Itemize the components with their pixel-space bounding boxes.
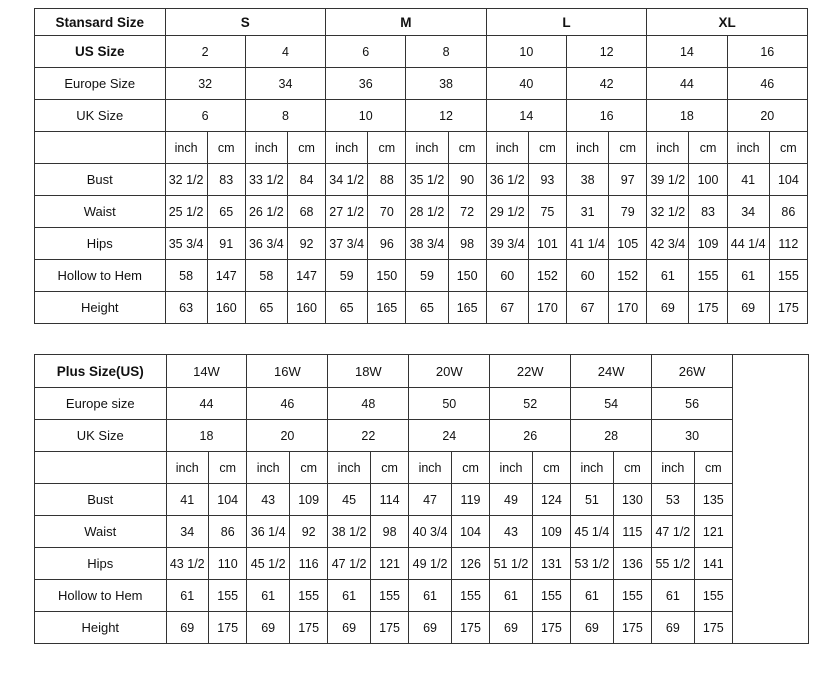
measurement-cell: 41 [727,164,769,196]
row-label: US Size [35,36,166,68]
unit-cm: cm [694,452,732,484]
unit-cm: cm [368,132,406,164]
measurement-cell: 150 [368,260,406,292]
size-cell: 42 [567,68,647,100]
measurement-cell: 115 [613,516,651,548]
measurement-cell: 59 [326,260,368,292]
measurement-cell: 61 [409,580,451,612]
unit-cm: cm [448,132,486,164]
measurement-cell: 61 [727,260,769,292]
size-cell: 22 [328,420,409,452]
measurement-cell: 26 1/2 [245,196,287,228]
measurement-cell: 39 1/2 [647,164,689,196]
blank-column [733,355,809,644]
row-label: UK Size [35,100,166,132]
measurement-cell: 41 [166,484,208,516]
measurement-cell: 92 [289,516,327,548]
unit-inch: inch [571,452,613,484]
unit-inch: inch [166,452,208,484]
measurement-cell: 38 [567,164,609,196]
size-cell: 50 [409,388,490,420]
plus-size-table [34,354,809,644]
row-label: Hips [35,228,166,260]
measurement-cell: 105 [609,228,647,260]
measurement-cell: 110 [208,548,246,580]
size-cell: 20 [247,420,328,452]
measurement-cell: 45 1/2 [247,548,289,580]
measurement-cell: 32 1/2 [647,196,689,228]
measurement-cell: 75 [528,196,566,228]
size-cell: 34 [245,68,325,100]
plus-size-header: 14W [166,355,247,388]
size-row [35,100,808,132]
size-cell: 30 [652,420,733,452]
size-group-header: S [165,9,326,36]
measurement-cell: 104 [451,516,489,548]
unit-inch: inch [727,132,769,164]
unit-cm: cm [287,132,325,164]
size-cell: 56 [652,388,733,420]
measurement-cell: 126 [451,548,489,580]
plus-header-row [35,355,809,388]
measurement-cell: 114 [370,484,408,516]
measurement-cell: 35 3/4 [165,228,207,260]
size-cell: 44 [166,388,247,420]
measurement-cell: 49 1/2 [409,548,451,580]
header-label: Stansard Size [35,9,166,36]
measurement-cell: 27 1/2 [326,196,368,228]
measurement-cell: 155 [694,580,732,612]
measurement-row [35,612,809,644]
measurement-cell: 43 1/2 [166,548,208,580]
units-label-blank [35,452,167,484]
measurement-cell: 79 [609,196,647,228]
measurement-cell: 34 [727,196,769,228]
measurement-cell: 58 [165,260,207,292]
measurement-cell: 61 [647,260,689,292]
units-row [35,132,808,164]
measurement-cell: 96 [368,228,406,260]
unit-inch: inch [326,132,368,164]
size-cell: 10 [326,100,406,132]
size-row [35,420,809,452]
measurement-cell: 53 [652,484,694,516]
measurement-cell: 35 1/2 [406,164,448,196]
measurement-cell: 155 [208,580,246,612]
unit-inch: inch [652,452,694,484]
measurement-cell: 104 [769,164,807,196]
units-label-blank [35,132,166,164]
measurement-cell: 38 1/2 [328,516,370,548]
measurement-cell: 36 3/4 [245,228,287,260]
measurement-cell: 47 1/2 [328,548,370,580]
measurement-cell: 93 [528,164,566,196]
standard-size-table [34,8,808,324]
size-cell: 14 [647,36,727,68]
unit-inch: inch [406,132,448,164]
unit-cm: cm [613,452,651,484]
measurement-cell: 83 [689,196,727,228]
measurement-cell: 175 [613,612,651,644]
measurement-cell: 160 [207,292,245,324]
measurement-cell: 69 [652,612,694,644]
size-cell: 14 [486,100,566,132]
measurement-cell: 67 [486,292,528,324]
size-cell: 44 [647,68,727,100]
measurement-cell: 37 3/4 [326,228,368,260]
measurement-cell: 170 [528,292,566,324]
plus-size-header: 16W [247,355,328,388]
measurement-cell: 121 [370,548,408,580]
measurement-cell: 28 1/2 [406,196,448,228]
measurement-cell: 33 1/2 [245,164,287,196]
row-label: Hollow to Hem [35,260,166,292]
size-cell: 16 [567,100,647,132]
measurement-cell: 101 [528,228,566,260]
plus-size-header: 18W [328,355,409,388]
size-cell: 10 [486,36,566,68]
measurement-cell: 69 [247,612,289,644]
measurement-cell: 39 3/4 [486,228,528,260]
unit-inch: inch [165,132,207,164]
measurement-cell: 47 1/2 [652,516,694,548]
measurement-cell: 41 1/4 [567,228,609,260]
measurement-cell: 98 [448,228,486,260]
measurement-cell: 86 [769,196,807,228]
unit-cm: cm [208,452,246,484]
measurement-cell: 61 [328,580,370,612]
measurement-cell: 69 [328,612,370,644]
measurement-cell: 147 [287,260,325,292]
measurement-cell: 170 [609,292,647,324]
size-row [35,36,808,68]
row-label: Hollow to Hem [35,580,167,612]
size-cell: 2 [165,36,245,68]
measurement-cell: 65 [207,196,245,228]
measurement-cell: 109 [289,484,327,516]
measurement-cell: 124 [532,484,570,516]
measurement-cell: 141 [694,548,732,580]
measurement-cell: 69 [409,612,451,644]
unit-inch: inch [409,452,451,484]
measurement-cell: 45 1/4 [571,516,613,548]
measurement-cell: 90 [448,164,486,196]
measurement-cell: 104 [208,484,246,516]
measurement-cell: 55 1/2 [652,548,694,580]
unit-inch: inch [486,132,528,164]
size-row [35,388,809,420]
size-cell: 48 [328,388,409,420]
measurement-cell: 155 [370,580,408,612]
measurement-cell: 175 [694,612,732,644]
unit-cm: cm [289,452,327,484]
measurement-cell: 34 [166,516,208,548]
size-cell: 12 [406,100,486,132]
measurement-cell: 61 [571,580,613,612]
measurement-cell: 36 1/4 [247,516,289,548]
measurement-cell: 34 1/2 [326,164,368,196]
plus-size-header: 26W [652,355,733,388]
measurement-cell: 45 [328,484,370,516]
row-label: Height [35,612,167,644]
measurement-cell: 130 [613,484,651,516]
size-group-header: M [326,9,487,36]
row-label: Waist [35,516,167,548]
measurement-cell: 175 [451,612,489,644]
measurement-cell: 61 [247,580,289,612]
row-label: Europe size [35,388,167,420]
measurement-cell: 91 [207,228,245,260]
size-group-header: L [486,9,647,36]
measurement-cell: 155 [451,580,489,612]
measurement-row [35,260,808,292]
row-label: Height [35,292,166,324]
size-cell: 52 [490,388,571,420]
measurement-cell: 40 3/4 [409,516,451,548]
measurement-cell: 109 [689,228,727,260]
measurement-cell: 147 [207,260,245,292]
measurement-cell: 43 [490,516,532,548]
row-label: Hips [35,548,167,580]
measurement-cell: 44 1/4 [727,228,769,260]
measurement-cell: 69 [571,612,613,644]
measurement-cell: 175 [370,612,408,644]
measurement-cell: 98 [370,516,408,548]
measurement-row [35,228,808,260]
measurement-cell: 97 [609,164,647,196]
unit-cm: cm [207,132,245,164]
measurement-cell: 175 [689,292,727,324]
measurement-cell: 38 3/4 [406,228,448,260]
measurement-cell: 25 1/2 [165,196,207,228]
measurement-cell: 155 [613,580,651,612]
units-row [35,452,809,484]
unit-cm: cm [532,452,570,484]
measurement-cell: 51 [571,484,613,516]
measurement-cell: 32 1/2 [165,164,207,196]
measurement-row [35,516,809,548]
measurement-cell: 61 [490,580,532,612]
row-label: UK Size [35,420,167,452]
measurement-cell: 84 [287,164,325,196]
measurement-row [35,484,809,516]
size-cell: 18 [166,420,247,452]
measurement-cell: 152 [609,260,647,292]
measurement-cell: 131 [532,548,570,580]
unit-inch: inch [247,452,289,484]
unit-cm: cm [689,132,727,164]
measurement-cell: 29 1/2 [486,196,528,228]
measurement-row [35,196,808,228]
measurement-cell: 155 [289,580,327,612]
unit-cm: cm [451,452,489,484]
measurement-cell: 31 [567,196,609,228]
measurement-cell: 63 [165,292,207,324]
measurement-cell: 175 [289,612,327,644]
measurement-cell: 69 [166,612,208,644]
size-header-row [35,9,808,36]
measurement-cell: 155 [532,580,570,612]
size-cell: 4 [245,36,325,68]
size-cell: 8 [406,36,486,68]
unit-inch: inch [328,452,370,484]
measurement-cell: 65 [326,292,368,324]
plus-size-header: 22W [490,355,571,388]
size-cell: 18 [647,100,727,132]
size-cell: 46 [727,68,807,100]
row-label: Waist [35,196,166,228]
measurement-cell: 92 [287,228,325,260]
measurement-cell: 121 [694,516,732,548]
size-row [35,68,808,100]
size-cell: 24 [409,420,490,452]
measurement-cell: 135 [694,484,732,516]
unit-inch: inch [245,132,287,164]
size-cell: 38 [406,68,486,100]
unit-inch: inch [647,132,689,164]
unit-inch: inch [567,132,609,164]
measurement-cell: 116 [289,548,327,580]
measurement-cell: 83 [207,164,245,196]
measurement-cell: 43 [247,484,289,516]
size-cell: 40 [486,68,566,100]
measurement-cell: 119 [451,484,489,516]
measurement-row [35,580,809,612]
measurement-cell: 60 [486,260,528,292]
measurement-row [35,548,809,580]
unit-cm: cm [609,132,647,164]
measurement-cell: 61 [166,580,208,612]
measurement-row [35,292,808,324]
measurement-cell: 175 [769,292,807,324]
unit-cm: cm [769,132,807,164]
unit-cm: cm [528,132,566,164]
size-cell: 6 [326,36,406,68]
size-group-header: XL [647,9,808,36]
size-cell: 32 [165,68,245,100]
plus-size-header: 24W [571,355,652,388]
size-cell: 12 [567,36,647,68]
measurement-cell: 42 3/4 [647,228,689,260]
measurement-cell: 155 [769,260,807,292]
measurement-cell: 165 [368,292,406,324]
measurement-cell: 61 [652,580,694,612]
measurement-cell: 175 [532,612,570,644]
measurement-cell: 47 [409,484,451,516]
measurement-cell: 69 [727,292,769,324]
measurement-cell: 49 [490,484,532,516]
measurement-cell: 51 1/2 [490,548,532,580]
measurement-cell: 165 [448,292,486,324]
measurement-cell: 36 1/2 [486,164,528,196]
plus-size-header: 20W [409,355,490,388]
size-cell: 8 [245,100,325,132]
row-label: Bust [35,164,166,196]
measurement-cell: 70 [368,196,406,228]
measurement-cell: 100 [689,164,727,196]
measurement-cell: 72 [448,196,486,228]
measurement-cell: 65 [245,292,287,324]
row-label: Bust [35,484,167,516]
row-label: Europe Size [35,68,166,100]
measurement-cell: 53 1/2 [571,548,613,580]
unit-cm: cm [370,452,408,484]
size-cell: 54 [571,388,652,420]
measurement-cell: 160 [287,292,325,324]
measurement-cell: 67 [567,292,609,324]
measurement-cell: 112 [769,228,807,260]
unit-inch: inch [490,452,532,484]
size-cell: 16 [727,36,807,68]
measurement-cell: 175 [208,612,246,644]
measurement-cell: 150 [448,260,486,292]
size-cell: 26 [490,420,571,452]
size-cell: 36 [326,68,406,100]
measurement-cell: 86 [208,516,246,548]
measurement-row [35,164,808,196]
size-cell: 6 [165,100,245,132]
size-cell: 46 [247,388,328,420]
measurement-cell: 88 [368,164,406,196]
measurement-cell: 152 [528,260,566,292]
measurement-cell: 69 [490,612,532,644]
measurement-cell: 155 [689,260,727,292]
measurement-cell: 69 [647,292,689,324]
measurement-cell: 65 [406,292,448,324]
header-label: Plus Size(US) [35,355,167,388]
measurement-cell: 109 [532,516,570,548]
measurement-cell: 68 [287,196,325,228]
measurement-cell: 136 [613,548,651,580]
measurement-cell: 58 [245,260,287,292]
measurement-cell: 60 [567,260,609,292]
size-cell: 20 [727,100,807,132]
size-cell: 28 [571,420,652,452]
measurement-cell: 59 [406,260,448,292]
